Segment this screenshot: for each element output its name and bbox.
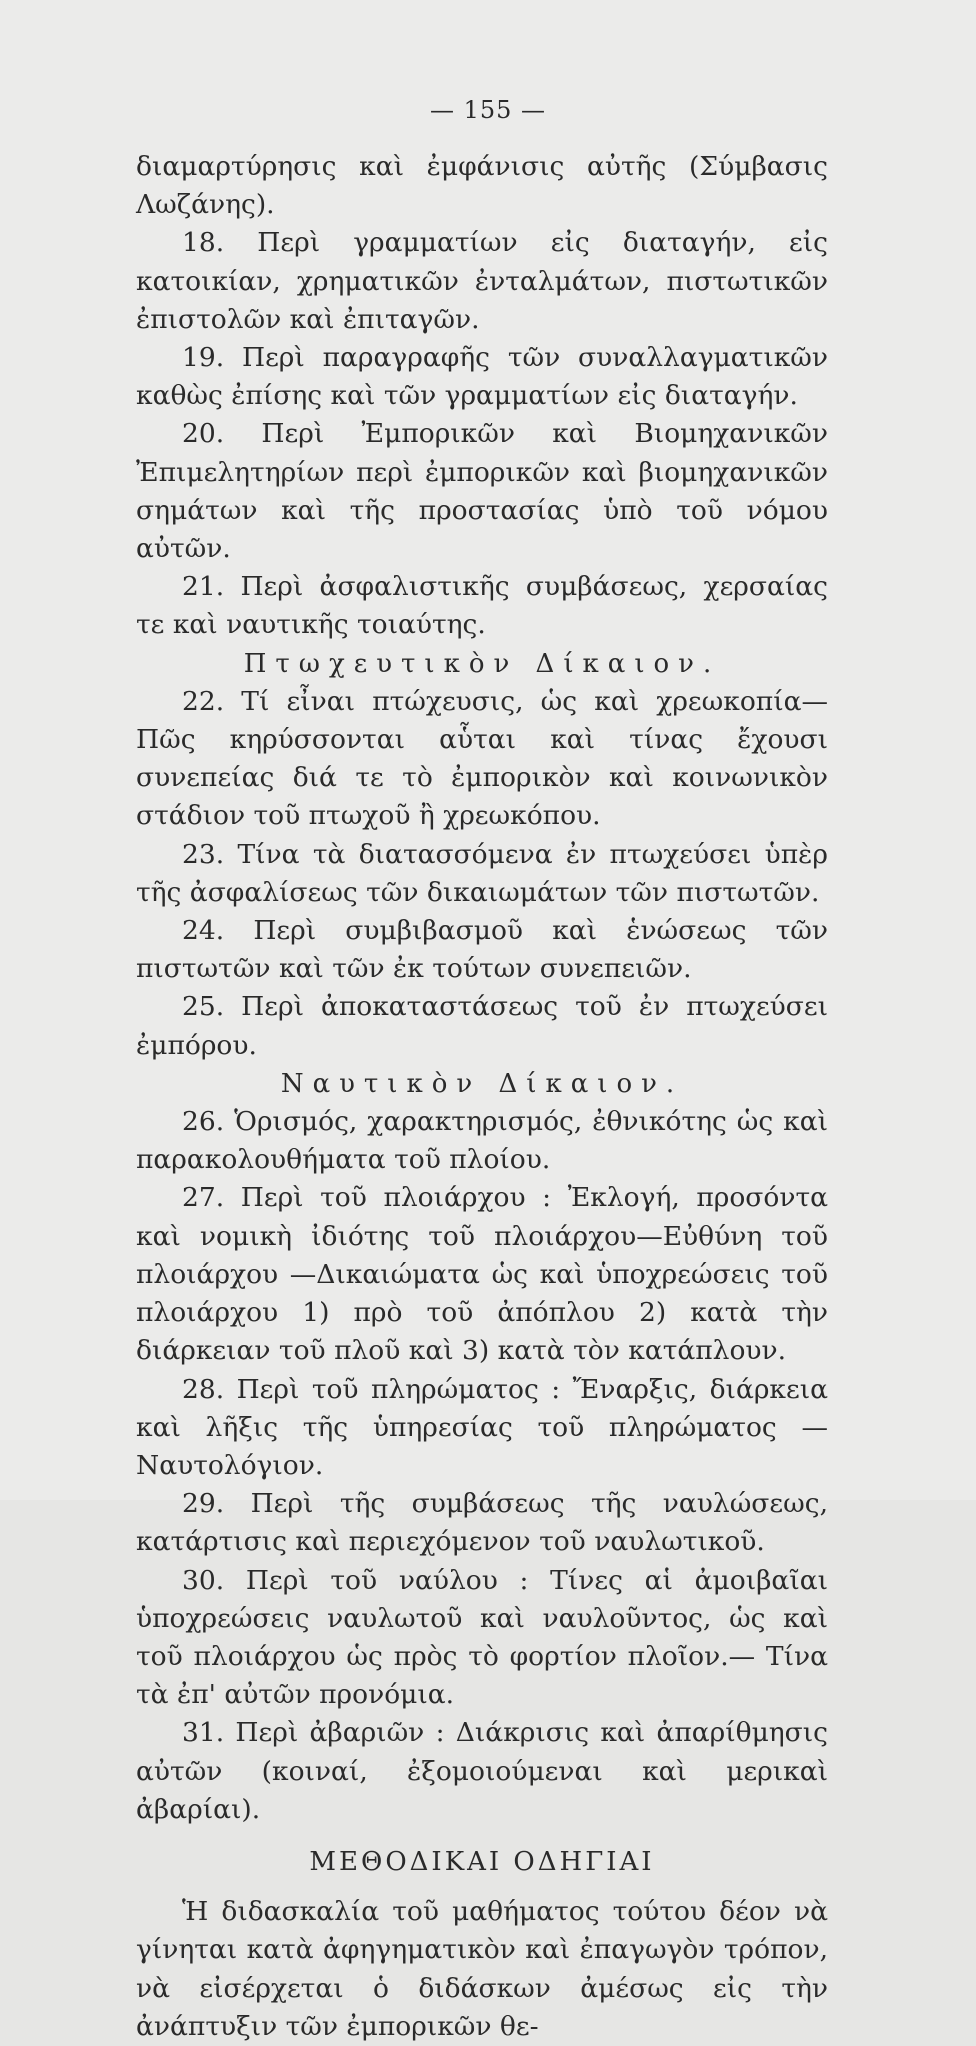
body-text — [136, 148, 828, 2046]
page-number: — 155 — — [429, 96, 547, 124]
section-heading-methodical-guidelines: ΜΕΘΟΔΙΚΑΙ ΟΔΗΓΙΑΙ — [309, 1846, 655, 1877]
list-item-29: 29. Περὶ τῆς συμβάσεως τῆς ναυλώσεως, κατάρτισις καὶ περιεχόμενον τοῦ ναυλωτικοῦ. — [136, 1488, 828, 1558]
list-item-28: 28. Περὶ τοῦ πληρώματος : Ἔναρξις, διάρκεια καὶ λῆξις τῆς ὑπηρεσίας τοῦ πληρώματος — Ναυτολόγιον. — [136, 1373, 828, 1481]
list-item-23: 23. Τίνα τὰ διατασσόμενα ἐν πτωχεύσει ὑπὲρ τῆς ἀσφαλίσεως τῶν δικαιωμάτων τῶν πιστωτῶν. — [136, 838, 828, 908]
section-heading-maritime-law: Ναυτικὸν Δίκαιον. — [280, 1068, 684, 1099]
list-item-26: 26. Ὁρισμός, χαρακτηρισμός, ἐθνικότης ὡς καὶ παρακολουθήματα τοῦ πλοίου. — [136, 1106, 828, 1176]
list-item-20: 20. Περὶ Ἐμπορικῶν καὶ Βιομηχανικῶν Ἐπιμελητηρίων περὶ ἐμπορικῶν καὶ βιομηχανικῶν σημάτων καὶ τῆς προστασίας ὑπὸ τοῦ νόμου αὐτῶν. — [136, 418, 828, 565]
list-item-18: 18. Περὶ γραμματίων εἰς διαταγήν, εἰς κατοικίαν, χρηματικῶν ἐνταλμάτων, πιστωτικῶν ἐπιστολῶν καὶ ἐπιταγῶν. — [136, 227, 828, 335]
list-item-25: 25. Περὶ ἀποκαταστάσεως τοῦ ἐν πτωχεύσει ἐμπόρου. — [136, 991, 828, 1061]
list-item-19: 19. Περὶ παραγραφῆς τῶν συναλλαγματικῶν καθὼς ἐπίσης καὶ τῶν γραμματίων εἰς διαταγήν. — [136, 342, 828, 412]
continuation-paragraph: διαμαρτύρησις καὶ ἐμφάνισις αὐτῆς (Σύμβασις Λωζάνης). — [136, 151, 828, 221]
list-item-21: 21. Περὶ ἀσφαλιστικῆς συμβάσεως, χερσαίας τε καὶ ναυτικῆς τοιαύτης. — [136, 571, 828, 641]
list-item-22: 22. Τί εἶναι πτώχευσις, ὡς καὶ χρεωκοπία—Πῶς κηρύσσονται αὗται καὶ τίνας ἔχουσι συνεπείας διά τε τὸ ἐμπορικὸν καὶ κοινωνικὸν στάδιον τοῦ πτωχοῦ ἢ χρεωκόπου. — [136, 685, 828, 832]
section-heading-bankruptcy-law: Πτωχευτικὸν Δίκαιον. — [243, 648, 721, 679]
closing-paragraph: Ἡ διδασκαλία τοῦ μαθήματος τούτου δέον νὰ γίνηται κατὰ ἀφηγηματικὸν καὶ ἐπαγωγὸν τρόπον, νὰ εἰσέρχεται ὁ διδάσκων ἀμέσως εἰς τὴν ἀνάπτυξιν τῶν ἐμπορικῶν θε- — [136, 1896, 828, 2042]
list-item-24: 24. Περὶ συμβιβασμοῦ καὶ ἑνώσεως τῶν πιστωτῶν καὶ τῶν ἐκ τούτων συνεπειῶν. — [136, 915, 828, 985]
list-item-27: 27. Περὶ τοῦ πλοιάρχου : Ἐκλογή, προσόντα καὶ νομικὴ ἰδιότης τοῦ πλοιάρχου—Εὐθύνη τοῦ πλοιάρχου —Δικαιώματα ὡς καὶ ὑποχρεώσεις τοῦ πλοιάρχου 1) πρὸ τοῦ ἀπόπλου 2) κατὰ τὴν διάρκειαν τοῦ πλοῦ καὶ 3) κατὰ τὸν κατάπλουν. — [136, 1182, 828, 1367]
list-item-30: 30. Περὶ τοῦ ναύλου : Τίνες αἱ ἀμοιβαῖαι ὑποχρεώσεις ναυλωτοῦ καὶ ναυλοῦντος, ὡς καὶ τοῦ πλοιάρχου ὡς πρὸς τὸ φορτίον πλοῖον.— Τίνα τὰ ἐπ' αὐτῶν προνόμια. — [136, 1564, 828, 1711]
list-item-31: 31. Περὶ ἀβαριῶν : Διάκρισις καὶ ἀπαρίθμησις αὐτῶν (κοιναί, ἐξομοιούμεναι καὶ μερικαὶ ἀβαρίαι). — [136, 1717, 828, 1825]
